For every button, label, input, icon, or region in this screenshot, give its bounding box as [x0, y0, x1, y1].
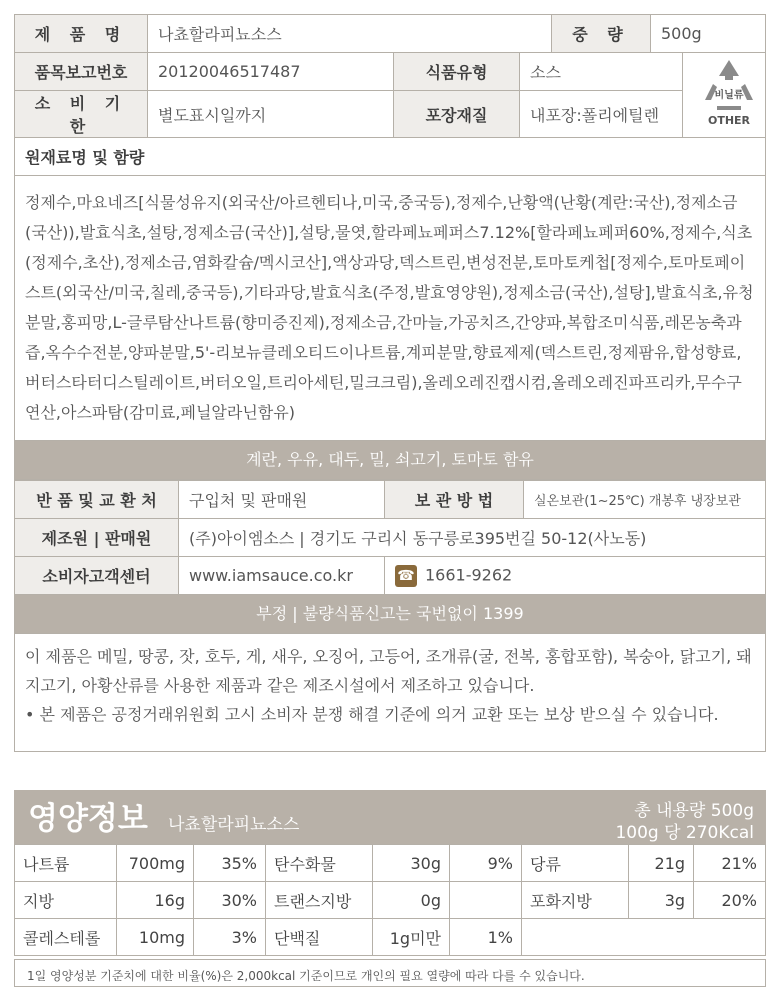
- nutrient-percent: 21%: [694, 845, 766, 882]
- nutrient-percent: 1%: [450, 919, 522, 956]
- nutrient-value: 700mg: [117, 845, 194, 882]
- notice-line-1: 이 제품은 메밀, 땅콩, 잣, 호두, 게, 새우, 오징어, 고등어, 조개류(굴, 전복, 홍합포함), 복숭아, 닭고기, 돼지고기, 아황산류를 사용한 제품과 같은 제조시설에서 제조하고 있습니다.: [25, 647, 752, 695]
- allergen-band: 계란, 우유, 대두, 밀, 쇠고기, 토마토 함유: [14, 441, 766, 480]
- phone-icon: ☎: [395, 565, 417, 587]
- expiry-value: 별도표시일까지: [148, 91, 394, 138]
- return-value: 구입처 및 판매원: [179, 481, 385, 519]
- ingredients-text: 정제수,마요네즈[식물성유지(외국산/아르헨티나,미국,중국등),정제수,난황액(난황(계란:국산),정제소금(국산)),발효식초,설탕,정제소금(국산)],설탕,물엿,할라페뇨페퍼스7.12%[할라페뇨페퍼60%,정제수,식초(정제수,초산),정제소금,염화칼슘/멕시코산],액상과당,덱스트린,변성전분,토마토케첩[정제수,토마토페이스트(외국산/미국,칠레,중국등),기타과당,발효식초(주정,발효영양원),정제소금(국산),설탕],발효식초,유청분말,홍피망,L-글루탐산나트륨(향미증진제),정제소금,간마늘,가공치즈,간양파,복합조미식품,레몬농축과즙,옥수수전분,양파분말,5'-리보뉴클레오티드이나트륨,계피분말,향료제제(덱스트린,정제팜유,합성향료,버터스타터디스틸레이트,버터오일,트리아세틴,밀크크림),올레오레진캡시컴,올레오레진파프리카,무수구연산,아스파탐(감미료,페닐알라닌함유): [15, 176, 766, 441]
- product-info-table: [14, 14, 766, 441]
- notice-line-2: • 본 제품은 공정거래위원회 고시 소비자 분쟁 해결 기준에 의거 교환 또는 보상 받으실 수 있습니다.: [25, 705, 719, 724]
- service-label: 소비자고객센터: [15, 557, 179, 595]
- label-panel: [14, 14, 766, 752]
- nutrient-value: 1g미만: [373, 919, 450, 956]
- return-label: 반 품 및 교 환 처: [15, 481, 179, 519]
- nutrient-value: 16g: [117, 882, 194, 919]
- recycle-icon: [697, 56, 761, 128]
- nutrition-header: [14, 790, 766, 844]
- contact-table: [14, 480, 766, 595]
- maker-value: (주)아이엠소스 | 경기도 구리시 동구릉로395번길 50-12(사노동): [179, 519, 766, 557]
- nutrient-name: 탄수화물: [266, 845, 373, 882]
- nutrient-value: 30g: [373, 845, 450, 882]
- nutrient-value: 0g: [373, 882, 450, 919]
- nutrient-percent: 35%: [194, 845, 266, 882]
- nutrition-title: 영양정보: [28, 801, 148, 837]
- nutrition-footnote: 1일 영양성분 기준치에 대한 비율(%)은 2,000kcal 기준이므로 개인의 필요 열량에 따라 다를 수 있습니다.: [14, 959, 766, 987]
- ingredients-label: 원재료명 및 함량: [15, 138, 766, 176]
- nutrient-name: 단백질: [266, 919, 373, 956]
- report-no-label: 품목보고번호: [15, 53, 148, 91]
- weight-label: 중 량: [551, 15, 650, 53]
- nutrient-percent: 9%: [450, 845, 522, 882]
- recycle-text: 비닐류: [714, 90, 744, 101]
- product-name-label: 제 품 명: [15, 15, 148, 53]
- nutrition-total: 총 내용량 500g: [634, 801, 754, 821]
- nutrient-name: 콜레스테롤: [15, 919, 117, 956]
- packaging-value: 내포장:폴리에틸렌: [520, 91, 683, 138]
- food-type-value: 소스: [520, 53, 683, 91]
- nutrient-percent: 3%: [194, 919, 266, 956]
- weight-value: 500g: [650, 15, 765, 53]
- nutrient-value: 10mg: [117, 919, 194, 956]
- expiry-label: 소 비 기 한: [15, 91, 148, 138]
- nutrient-name: 당류: [522, 845, 629, 882]
- report-band: 부정 | 불량식품신고는 국번없이 1399: [14, 595, 766, 634]
- notice-box: [14, 634, 766, 752]
- maker-label: 제조원 | 판매원: [15, 519, 179, 557]
- storage-label: 보 관 방 법: [385, 481, 524, 519]
- storage-value: 실온보관(1~25℃) 개봉후 냉장보관: [524, 481, 766, 519]
- nutrient-name: 나트륨: [15, 845, 117, 882]
- notice-text: [15, 634, 765, 737]
- service-url[interactable]: www.iamsauce.co.kr: [179, 557, 385, 595]
- nutrition-per: 100g 당 270Kcal: [615, 823, 754, 843]
- nutrient-empty: [522, 919, 766, 956]
- nutrient-value: 3g: [629, 882, 694, 919]
- nutrition-table: [14, 844, 766, 956]
- nutrient-value: 21g: [629, 845, 694, 882]
- nutrient-name: 포화지방: [522, 882, 629, 919]
- nutrient-name: 트랜스지방: [266, 882, 373, 919]
- food-type-label: 식품유형: [394, 53, 520, 91]
- nutrient-name: 지방: [15, 882, 117, 919]
- recycle-other: OTHER: [707, 114, 751, 127]
- nutrient-percent: [450, 882, 522, 919]
- nutrition-product: 나쵸할라피뇨소스: [168, 815, 300, 835]
- service-phone-cell: [385, 557, 766, 595]
- product-name: 나쵸할라피뇨소스: [148, 15, 552, 53]
- nutrient-percent: 20%: [694, 882, 766, 919]
- packaging-label: 포장재질: [394, 91, 520, 138]
- nutrient-percent: 30%: [194, 882, 266, 919]
- service-phone[interactable]: 1661-9262: [425, 565, 513, 584]
- report-no-value: 20120046517487: [148, 53, 394, 91]
